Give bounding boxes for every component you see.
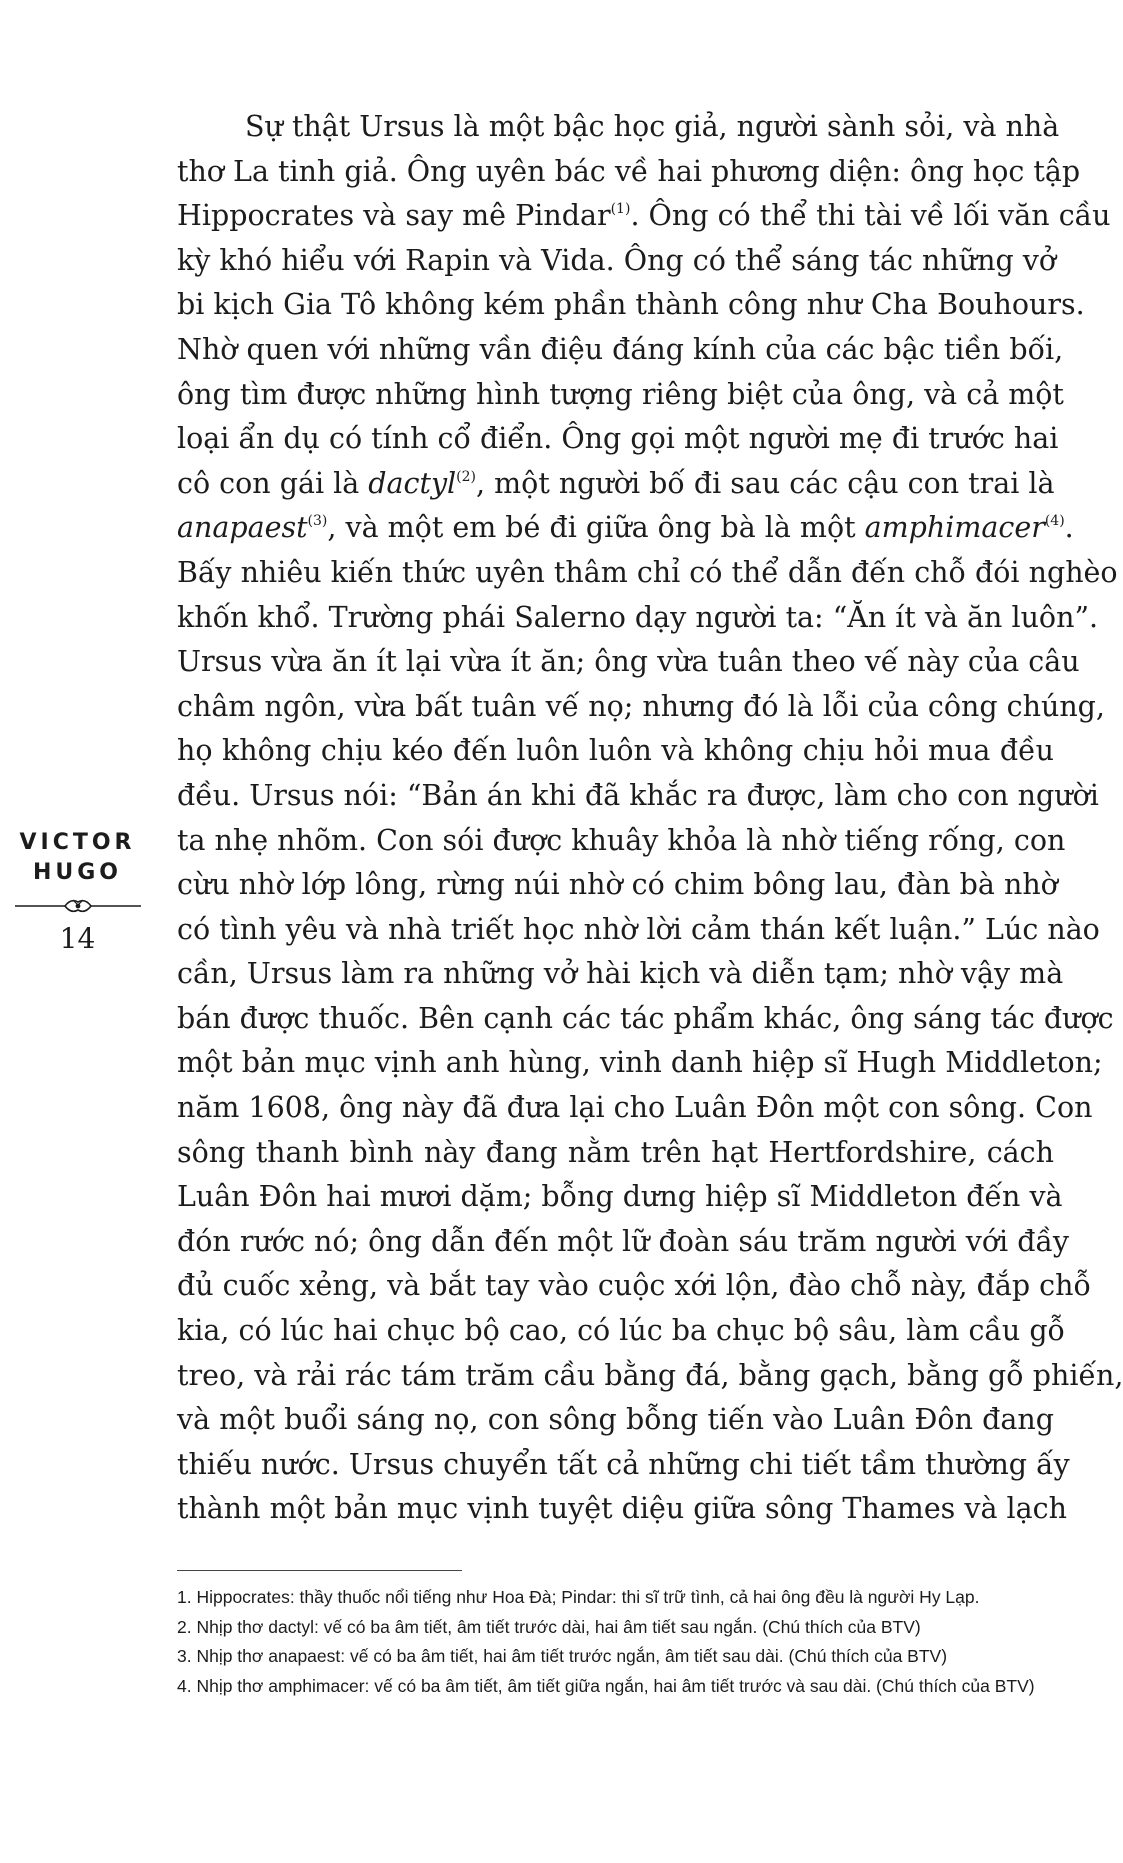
author-name-line1: VICTOR bbox=[19, 830, 136, 855]
footnote-marker: (3) bbox=[307, 513, 328, 530]
text-run: kỳ khó hiểu với Rapin và Vida. Ông có thể sáng tác những vở bbox=[177, 243, 1057, 277]
text-run: loại ẩn dụ có tính cổ điển. Ông gọi một người mẹ đi trước hai bbox=[177, 422, 1059, 456]
text-line bbox=[177, 640, 1080, 685]
text-run: châm ngôn, vừa bất tuân vế nọ; nhưng đó là lỗi của công chúng, bbox=[177, 689, 1105, 723]
text-run: . bbox=[1064, 511, 1074, 545]
text-run: cừu nhờ lớp lông, rừng núi nhờ có chim bông lau, đàn bà nhờ bbox=[177, 868, 1058, 902]
text-line bbox=[177, 997, 1114, 1042]
text-run: , một người bố đi sau các cậu con trai là bbox=[476, 466, 1055, 500]
text-run: , và một em bé đi giữa ông bà là một bbox=[327, 511, 865, 545]
text-line bbox=[177, 1264, 1091, 1309]
text-line bbox=[177, 685, 1105, 730]
footnote-item: 4. Nhịp thơ amphimacer: vế có ba âm tiết, âm tiết giữa ngắn, hai âm tiết trước và sau dài. (Chú thích của BTV) bbox=[177, 1675, 1035, 1696]
footnote-item: 1. Hippocrates: thầy thuốc nổi tiếng như Hoa Đà; Pindar: thi sĩ trữ tình, cả hai ông đều là người Hy Lạp. bbox=[177, 1587, 980, 1607]
text-line bbox=[177, 1086, 1093, 1131]
text-run: ta nhẹ nhõm. Con sói được khuây khỏa là nhờ tiếng rống, con bbox=[177, 823, 1066, 857]
text-line bbox=[177, 952, 1064, 997]
text-line bbox=[177, 1354, 1123, 1399]
text-line bbox=[177, 283, 1085, 328]
text-run: và một buổi sáng nọ, con sông bỗng tiến vào Luân Đôn đang bbox=[177, 1403, 1054, 1437]
text-line bbox=[177, 1487, 1067, 1532]
text-run: Hippocrates và say mê Pindar bbox=[177, 199, 611, 233]
text-run: bán được thuốc. Bên cạnh các tác phẩm khác, ông sáng tác được bbox=[177, 1001, 1114, 1035]
text-line bbox=[177, 551, 1118, 596]
text-line bbox=[177, 729, 1054, 774]
text-line bbox=[177, 1041, 1103, 1086]
text-line bbox=[177, 194, 1111, 239]
text-line bbox=[177, 1443, 1070, 1488]
footnote-marker: (4) bbox=[1044, 513, 1065, 530]
footnote-item: 2. Nhịp thơ dactyl: vế có ba âm tiết, âm tiết trước dài, hai âm tiết sau ngắn. (Chú thích của BTV) bbox=[177, 1616, 921, 1637]
text-line bbox=[177, 1131, 1054, 1176]
text-run: cô con gái là bbox=[177, 466, 369, 500]
text-line bbox=[177, 328, 1064, 373]
footnote-divider bbox=[177, 1570, 462, 1571]
text-run: thiếu nước. Ursus chuyển tất cả những chi tiết tầm thường ấy bbox=[177, 1447, 1070, 1481]
italic-term: anapaest bbox=[177, 511, 308, 545]
text-run: Ursus vừa ăn ít lại vừa ít ăn; ông vừa tuân theo vế này của câu bbox=[177, 645, 1080, 679]
text-line bbox=[177, 596, 1099, 641]
running-header bbox=[0, 828, 155, 955]
page-number: 14 bbox=[59, 922, 96, 955]
text-run: năm 1608, ông này đã đưa lại cho Luân Đôn một con sông. Con bbox=[177, 1091, 1093, 1125]
text-line bbox=[177, 1309, 1065, 1354]
text-run: bi kịch Gia Tô không kém phần thành công như Cha Bouhours. bbox=[177, 288, 1085, 322]
text-run: họ không chịu kéo đến luôn luôn và không chịu hỏi mua đều bbox=[177, 734, 1054, 768]
text-line bbox=[177, 105, 1060, 150]
text-run: thành một bản mục vịnh tuyệt diệu giữa sông Thames và lạch bbox=[177, 1492, 1067, 1526]
text-run: một bản mục vịnh anh hùng, vinh danh hiệp sĩ Hugh Middleton; bbox=[177, 1046, 1103, 1080]
text-line bbox=[177, 417, 1059, 462]
text-line bbox=[177, 462, 1054, 507]
author-name-line2: HUGO bbox=[32, 860, 123, 885]
footnote-item: 3. Nhịp thơ anapaest: vế có ba âm tiết, hai âm tiết trước ngắn, âm tiết sau dài. (Chú thích của BTV) bbox=[177, 1646, 948, 1666]
italic-term: dactyl bbox=[368, 466, 457, 500]
text-line bbox=[177, 150, 1081, 195]
footnote-marker: (1) bbox=[610, 201, 631, 218]
text-run: đủ cuốc xẻng, và bắt tay vào cuộc xới lộn, đào chỗ này, đắp chỗ bbox=[177, 1269, 1091, 1303]
footnote-marker: (2) bbox=[456, 468, 477, 485]
flourish-ornament-icon bbox=[13, 896, 143, 916]
text-run: khốn khổ. Trường phái Salerno dạy người ta: “Ăn ít và ăn luôn”. bbox=[177, 600, 1099, 634]
text-run: Bấy nhiêu kiến thức uyên thâm chỉ có thể dẫn đến chỗ đói nghèo bbox=[177, 555, 1118, 589]
body-text bbox=[177, 105, 1123, 1532]
text-run: có tình yêu và nhà triết học nhờ lời cảm thán kết luận.” Lúc nào bbox=[177, 912, 1100, 946]
text-run: Nhờ quen với những vần điệu đáng kính của các bậc tiền bối, bbox=[177, 332, 1064, 366]
text-run: đều. Ursus nói: “Bản án khi đã khắc ra được, làm cho con người bbox=[177, 778, 1099, 812]
text-run: ông tìm được những hình tượng riêng biệt của ông, và cả một bbox=[177, 377, 1064, 411]
text-run: đón rước nó; ông dẫn đến một lữ đoàn sáu trăm người với đầy bbox=[177, 1224, 1070, 1258]
text-line bbox=[177, 908, 1100, 953]
text-run: treo, và rải rác tám trăm cầu bằng đá, bằng gạch, bằng gỗ phiến, bbox=[177, 1358, 1123, 1392]
text-run: kia, có lúc hai chục bộ cao, có lúc ba chục bộ sâu, làm cầu gỗ bbox=[177, 1314, 1065, 1348]
text-line bbox=[177, 1175, 1063, 1220]
text-run: . Ông có thể thi tài về lối văn cầu bbox=[630, 199, 1111, 233]
italic-term: amphimacer bbox=[864, 511, 1045, 545]
text-line bbox=[177, 863, 1058, 908]
text-run: Luân Đôn hai mươi dặm; bỗng dưng hiệp sĩ Middleton đến và bbox=[177, 1180, 1063, 1214]
text-line bbox=[177, 774, 1099, 819]
text-line bbox=[177, 1220, 1070, 1265]
text-run: Sự thật Ursus là một bậc học giả, người sành sỏi, và nhà bbox=[245, 110, 1060, 143]
footnotes bbox=[177, 1584, 1057, 1702]
text-run: cần, Ursus làm ra những vở hài kịch và diễn tạm; nhờ vậy mà bbox=[177, 957, 1064, 991]
text-line bbox=[177, 373, 1064, 418]
text-line bbox=[177, 239, 1057, 284]
text-line bbox=[177, 506, 1074, 551]
text-run: sông thanh bình này đang nằm trên hạt Hertfordshire, cách bbox=[177, 1135, 1054, 1169]
text-run: thơ La tinh giả. Ông uyên bác về hai phương diện: ông học tập bbox=[177, 154, 1081, 188]
text-line bbox=[177, 1398, 1054, 1443]
text-line bbox=[177, 819, 1066, 864]
